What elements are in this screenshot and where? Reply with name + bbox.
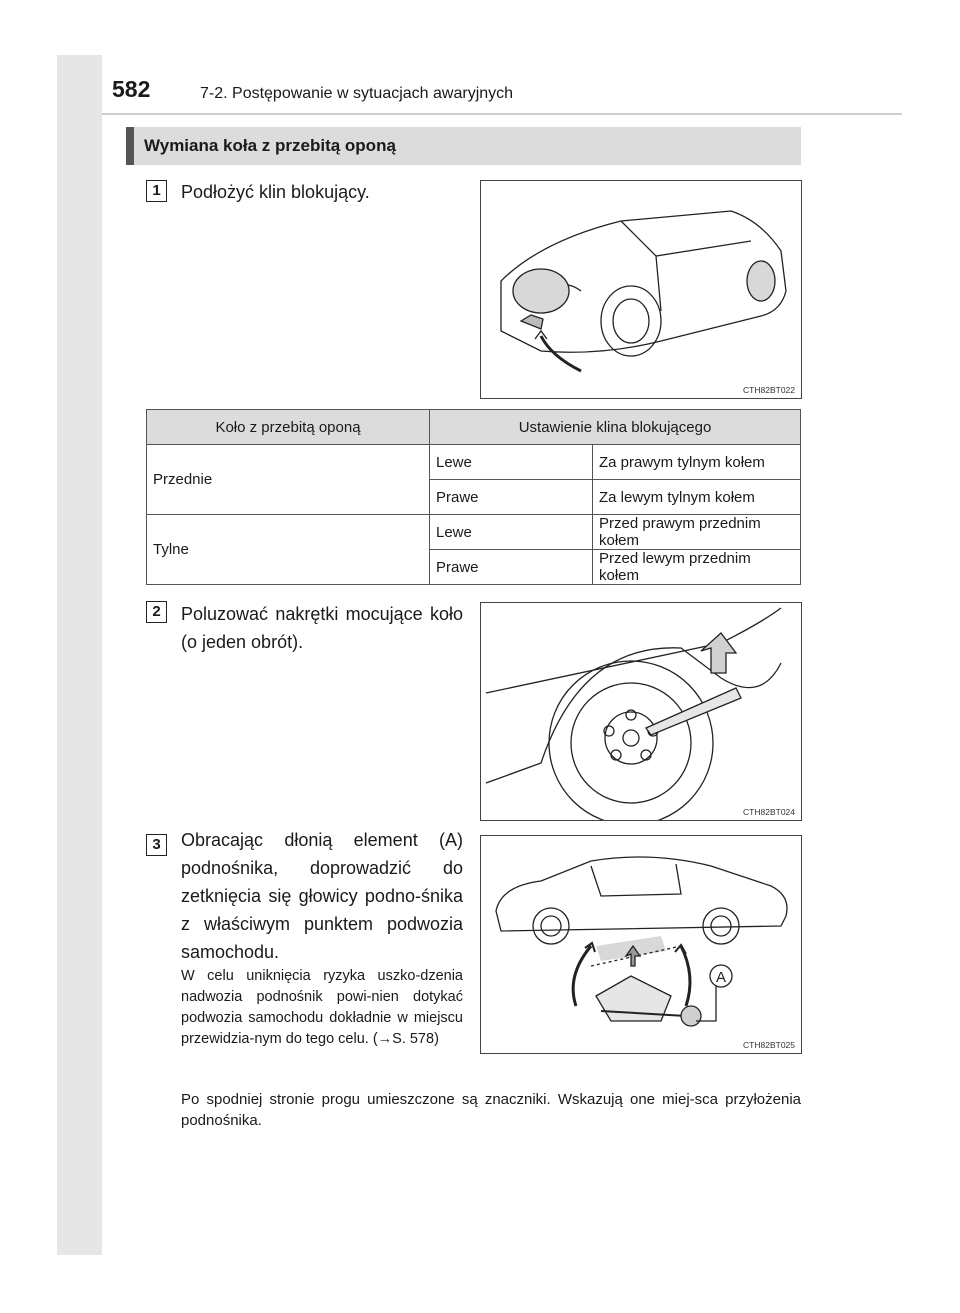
step-number-3: 3 — [146, 834, 167, 856]
table-header: Ustawienie klina blokującego — [430, 410, 801, 445]
table-row — [147, 445, 801, 480]
step-number-2: 2 — [146, 601, 167, 623]
jack-element-label: A — [715, 969, 727, 986]
figure-code-1: CTH82BT022 — [743, 385, 795, 395]
table-cell-side: Lewe — [430, 445, 593, 480]
sidebar-tab — [57, 55, 102, 1255]
table-cell-side: Prawe — [430, 550, 593, 585]
table-cell-position: Przed prawym przednim kołem — [593, 515, 801, 550]
figure-loosen-nuts — [480, 602, 802, 821]
wheel-wrench-illustration — [481, 603, 801, 820]
table-cell-position: Za lewym tylnym kołem — [593, 480, 801, 515]
table-cell-group: Przednie — [147, 445, 430, 515]
header-divider — [102, 113, 902, 115]
step-number-1: 1 — [146, 180, 167, 202]
section-header — [126, 127, 801, 165]
step-2-text: Poluzować nakrętki mocujące koło (o jeden obrót). — [181, 604, 463, 652]
table-cell-side: Lewe — [430, 515, 593, 550]
table-header: Koło z przebitą oponą — [147, 410, 430, 445]
step-3-text: Obracając dłonią element (A) podnośnika, doprowadzić do zetknięcia się głowicy podno-śnika z właściwym punktem podwozia samochodu. — [181, 830, 463, 962]
step-3-note: W celu uniknięcia ryzyka uszko-dzenia nadwozia podnośnik powi-nien dotykać podwozia samochodu dokładnie w miejscu przewidzia-nym do tego celu. (→S. 578) — [181, 968, 463, 1047]
chapter-title: 7-2. Postępowanie w sytuacjach awaryjnych — [200, 85, 514, 102]
section-title: Wymiana koła z przebitą oponą — [144, 136, 396, 155]
figure-jack — [480, 835, 802, 1054]
page-number: 582 — [112, 76, 151, 102]
section-accent — [126, 127, 134, 165]
table-row — [147, 515, 801, 550]
chock-placement-table — [146, 409, 801, 585]
table-cell-position: Za prawym tylnym kołem — [593, 445, 801, 480]
table-cell-position: Przed lewym przednim kołem — [593, 550, 801, 585]
table-header-row — [147, 410, 801, 445]
car-jack-illustration — [481, 836, 801, 1053]
step-1-text: Podłożyć klin blokujący. — [181, 182, 370, 202]
table-cell-group: Tylne — [147, 515, 430, 585]
figure-code-2: CTH82BT024 — [743, 807, 795, 817]
table-cell-side: Prawe — [430, 480, 593, 515]
figure-code-3: CTH82BT025 — [743, 1040, 795, 1050]
car-wheel-chock-illustration — [481, 181, 801, 398]
figure-wheel-chock — [480, 180, 802, 399]
footer-note: Po spodniej stronie progu umieszczone są znaczniki. Wskazują one miej-sca przyłożenia podnośnika. — [181, 1091, 801, 1129]
